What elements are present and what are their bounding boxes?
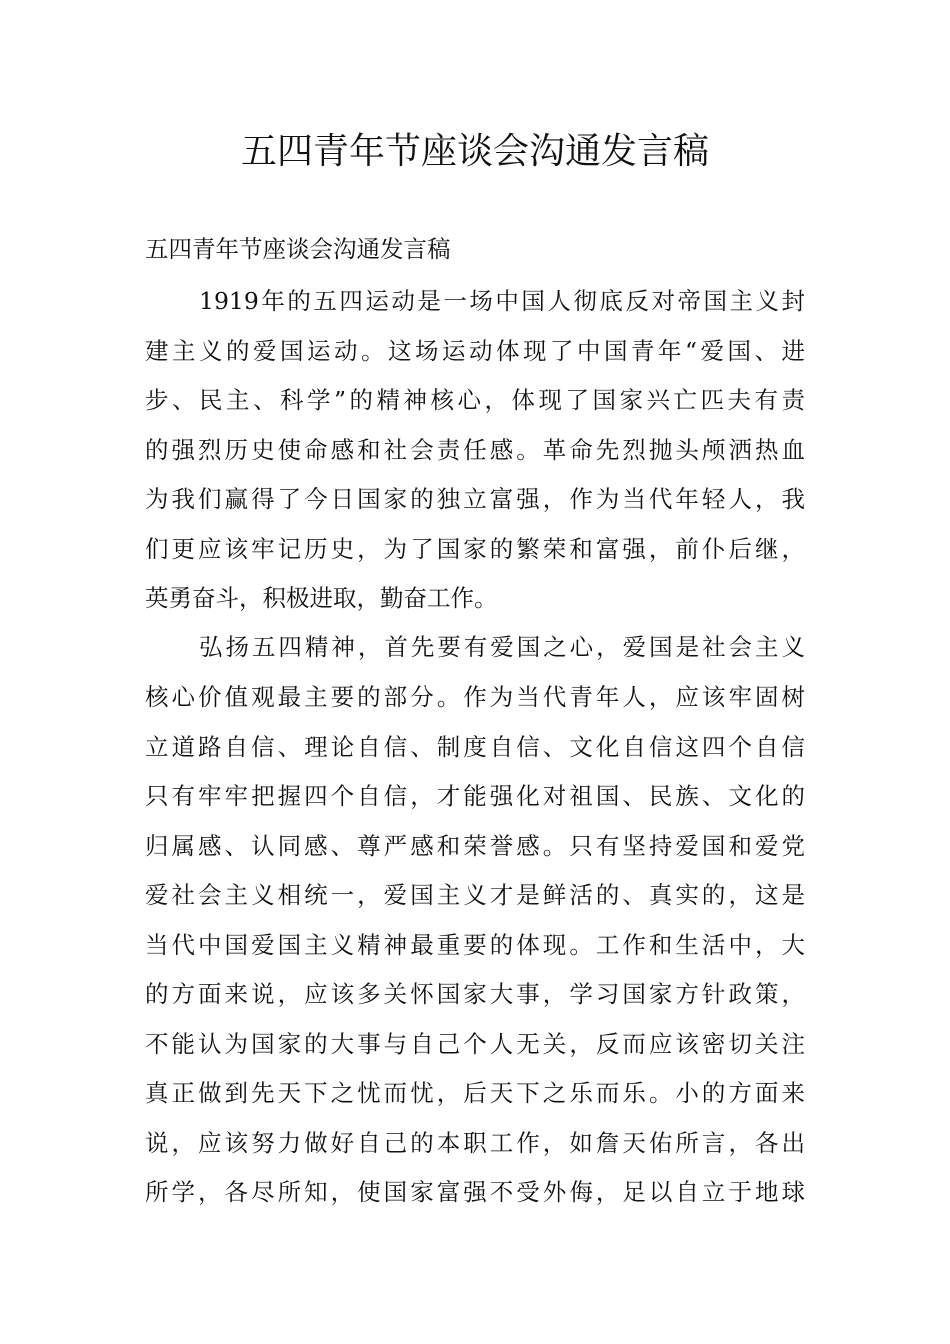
paragraph-1-line-1: 1919年的五四运动是一场中国人彻底反对帝国主义封 xyxy=(199,287,805,315)
paragraph-2-line-7: 当代中国爱国主义精神最重要的体现。工作和生活中，大 xyxy=(145,931,805,959)
paragraph-1-line-2: 建主义的爱国运动。这场运动体现了中国青年“爱国、进 xyxy=(145,337,805,365)
document-subtitle: 五四青年节座谈会沟通发言稿 xyxy=(145,235,451,263)
paragraph-2-line-3: 立道路自信、理论自信、制度自信、文化自信这四个自信 xyxy=(145,733,805,761)
paragraph-2-line-2: 核心价值观最主要的部分。作为当代青年人，应该牢固树 xyxy=(145,683,805,711)
paragraph-2-line-11: 说，应该努力做好自己的本职工作，如詹天佑所言，各出 xyxy=(145,1129,805,1157)
paragraph-2-line-9: 不能认为国家的大事与自己个人无关，反而应该密切关注 xyxy=(145,1030,805,1058)
paragraph-1-line-5: 为我们赢得了今日国家的独立富强，作为当代年轻人，我 xyxy=(145,485,805,513)
paragraph-2-line-6: 爱社会主义相统一，爱国主义才是鲜活的、真实的，这是 xyxy=(145,881,805,909)
paragraph-2-line-5: 归属感、认同感、尊严感和荣誉感。只有坚持爱国和爱党 xyxy=(145,832,805,860)
paragraph-2-line-1: 弘扬五四精神，首先要有爱国之心，爱国是社会主义 xyxy=(199,633,805,661)
document-title: 五四青年节座谈会沟通发言稿 xyxy=(240,131,709,172)
paragraph-2-line-12: 所学，各尽所知，使国家富强不受外侮，足以自立于地球 xyxy=(145,1178,805,1206)
paragraph-2-line-4: 只有牢牢把握四个自信，才能强化对祖国、民族、文化的 xyxy=(145,782,805,810)
paragraph-2-line-10: 真正做到先天下之忧而忧，后天下之乐而乐。小的方面来 xyxy=(145,1079,805,1107)
paragraph-1-line-7: 英勇奋斗，积极进取，勤奋工作。 xyxy=(145,584,498,612)
paragraph-1-line-4: 的强烈历史使命感和社会责任感。革命先烈抛头颅洒热血 xyxy=(145,436,805,464)
paragraph-2-line-8: 的方面来说，应该多关怀国家大事，学习国家方针政策， xyxy=(145,980,805,1008)
paragraph-1-line-6: 们更应该牢记历史，为了国家的繁荣和富强，前仆后继， xyxy=(145,535,805,563)
paragraph-1-line-3: 步、民主、科学”的精神核心，体现了国家兴亡匹夫有责 xyxy=(145,386,805,414)
